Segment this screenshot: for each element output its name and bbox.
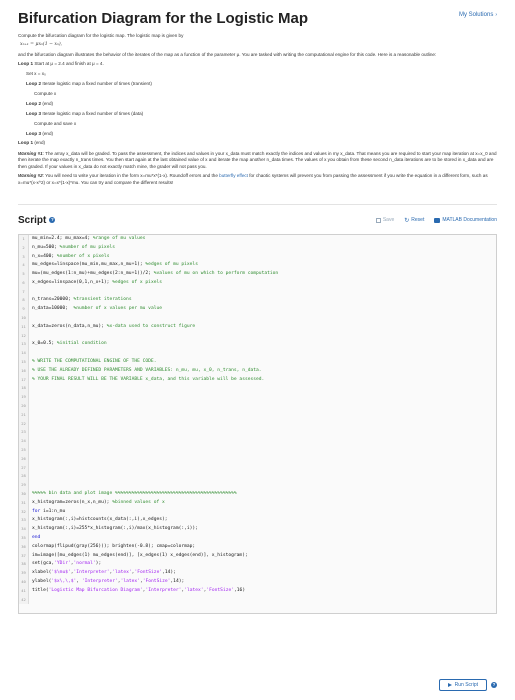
outline-list — [18, 61, 500, 147]
code-text — [29, 376, 264, 385]
code-token: colormap(flipud(gray(256))); brighten(-0.8); cmap=colormap; — [32, 543, 196, 549]
save-label: Save — [382, 217, 395, 224]
code-token: x_edges=linspace(0,1,n_x+1); — [32, 279, 113, 285]
code-token: ); — [95, 561, 102, 567]
line-number: 33 — [19, 516, 29, 525]
code-token: n_data=10000; — [32, 306, 74, 312]
code-text — [29, 253, 109, 262]
code-token: , — [139, 578, 143, 584]
line-number: 14 — [19, 349, 29, 358]
code-line[interactable] — [19, 516, 496, 525]
warning-2-text-a: : You will need to write your iteration in the form x=mu*x*(1-x). Roundoff errors and the — [42, 173, 220, 179]
code-string: 'Interpreter' — [73, 570, 110, 576]
code-line[interactable] — [19, 525, 496, 534]
code-line[interactable] — [19, 261, 496, 270]
code-comment: %transient iterations — [73, 297, 132, 303]
code-text — [29, 516, 168, 525]
code-line[interactable] — [19, 534, 496, 543]
code-token: , — [117, 578, 121, 584]
code-token: x_histogram(:,i)=histcounts(x_data(:,i),x_edges); — [32, 517, 168, 523]
code-token: , — [142, 587, 146, 593]
code-comment: % YOUR FINAL RESULT WILL BE THE VARIABLE x_data, and this variable will be assessed. — [32, 376, 265, 382]
code-comment: %initial condition — [56, 341, 107, 347]
code-string: 'latex' — [120, 578, 140, 584]
code-line[interactable] — [19, 270, 496, 279]
outline-text: Iterate logistic map a fixed number of times (data) — [41, 110, 144, 116]
code-line[interactable] — [19, 428, 496, 437]
code-line[interactable] — [19, 437, 496, 446]
code-token: x_histogram=zeros(n_x,n_mu); — [32, 499, 113, 505]
script-title-label: Script — [18, 214, 47, 226]
outline-text: Compute x — [34, 90, 57, 96]
line-number: 25 — [19, 446, 29, 455]
line-number: 15 — [19, 358, 29, 367]
code-text — [29, 296, 132, 305]
code-text — [29, 402, 32, 411]
line-number: 17 — [19, 376, 29, 385]
script-header — [18, 215, 497, 226]
line-number: 12 — [19, 332, 29, 341]
outline-item — [18, 121, 500, 127]
logistic-equation: xₙ₊₁ = μxₙ(1 − xₙ), — [20, 42, 63, 48]
code-text — [29, 261, 198, 270]
code-text — [29, 349, 32, 358]
code-token: mu_edges=linspace(mu_min,mu_max,n_mu+1); — [32, 262, 146, 268]
code-string: '$\mu$' — [51, 570, 71, 576]
code-comment: %%%%% bin data and plot image %%%%%%%%%%%%%%%%%%%%%%%%%%%%%%%%%%%%%%%%%%%% — [32, 491, 237, 497]
line-number: 40 — [19, 578, 29, 587]
line-number: 18 — [19, 384, 29, 393]
save-button[interactable] — [376, 217, 394, 223]
run-help-icon[interactable]: ? — [492, 682, 496, 687]
description-body: and the bifurcation diagram illustrates the behavior of the iterates of the map as a function of the parameter μ. You are tasked with writing the computational engine for this code. Here is a reasonable outline: — [18, 51, 437, 57]
outline-text: Set x = x₀ — [26, 71, 46, 77]
code-text — [29, 569, 176, 578]
code-line[interactable] — [19, 367, 496, 376]
line-number: 6 — [19, 279, 29, 288]
code-line[interactable] — [19, 578, 496, 587]
line-number: 21 — [19, 411, 29, 420]
line-number: 13 — [19, 340, 29, 349]
butterfly-effect-link[interactable]: butterfly effect — [219, 173, 248, 179]
line-number: 24 — [19, 437, 29, 446]
code-line[interactable] — [19, 490, 496, 499]
outline-text: (end) — [41, 130, 54, 136]
warning-2 — [18, 173, 500, 186]
code-string: '$x\,\,$' — [51, 578, 77, 584]
code-line[interactable] — [19, 358, 496, 367]
code-token: xlabel( — [32, 570, 52, 576]
reset-label: Reset — [411, 217, 425, 224]
line-number: 23 — [19, 428, 29, 437]
code-line[interactable] — [19, 569, 496, 578]
code-comment: %edges of x pixels — [112, 279, 163, 285]
run-row — [439, 679, 497, 691]
script-toolbar — [376, 217, 497, 224]
code-line[interactable] — [19, 464, 496, 473]
outline-item — [18, 111, 500, 117]
code-token: n_mu=500; — [32, 244, 60, 250]
code-text — [29, 270, 278, 279]
code-string: 'Interpreter' — [81, 578, 118, 584]
code-token: , — [181, 587, 185, 593]
code-comment: % WRITE THE COMPUTATIONAL ENGINE OF THE CODE. — [32, 359, 157, 365]
outline-text: Start at μ = 2.4 and finish at μ = 4. — [33, 61, 104, 67]
code-text — [29, 235, 145, 244]
code-token: title( — [32, 587, 49, 593]
code-string: 'latex' — [112, 570, 132, 576]
code-keyword: for — [32, 508, 44, 514]
outline-text: (end) — [33, 140, 46, 146]
code-text — [29, 323, 195, 332]
code-comment: %number of x pixels — [56, 253, 110, 259]
code-text — [29, 288, 32, 297]
code-token: i=1:n_mu — [43, 508, 66, 514]
line-number: 37 — [19, 552, 29, 561]
code-text — [29, 472, 32, 481]
line-number: 10 — [19, 314, 29, 323]
outline-item — [18, 71, 500, 77]
code-line[interactable] — [19, 402, 496, 411]
code-line[interactable] — [19, 508, 496, 517]
code-line[interactable] — [19, 446, 496, 455]
code-string: 'YDir' — [54, 561, 71, 567]
code-text — [29, 314, 32, 323]
line-number: 2 — [19, 244, 29, 253]
outline-loop-label: Loop 3 — [26, 110, 42, 116]
line-number: 28 — [19, 472, 29, 481]
code-text — [29, 244, 115, 253]
line-number: 9 — [19, 305, 29, 314]
line-number: 22 — [19, 420, 29, 429]
code-text — [29, 420, 32, 429]
code-string: 'Logistic Map Bifurcation Diagram' — [48, 587, 143, 593]
code-line[interactable] — [19, 420, 496, 429]
my-solutions-link[interactable] — [459, 12, 497, 18]
line-number: 30 — [19, 490, 29, 499]
intro-text: Compute the bifurcation diagram for the logistic map. The logistic map is given by — [18, 33, 184, 38]
code-line[interactable] — [19, 552, 496, 561]
line-number: 5 — [19, 270, 29, 279]
line-number: 31 — [19, 499, 29, 508]
outline-item — [18, 81, 500, 87]
code-comment: %binned values of x — [112, 499, 165, 505]
code-line[interactable] — [19, 376, 496, 385]
save-icon — [376, 218, 381, 223]
code-comment: %edges of mu pixels — [145, 262, 198, 268]
code-line[interactable] — [19, 323, 496, 332]
documentation-label: MATLAB Documentation — [442, 217, 497, 224]
code-comment: %range of mu values — [92, 235, 146, 241]
code-text — [29, 587, 245, 596]
code-text — [29, 305, 162, 314]
code-area[interactable] — [19, 235, 496, 613]
code-text — [29, 481, 32, 490]
code-line[interactable] — [19, 481, 496, 490]
problem-description — [18, 33, 500, 186]
code-token: , — [109, 570, 113, 576]
code-text — [29, 340, 107, 349]
code-line[interactable] — [19, 596, 496, 605]
code-token: , — [131, 570, 135, 576]
warning-1 — [18, 151, 500, 170]
code-text — [29, 411, 32, 420]
outline-loop-label: Loop 1 — [18, 61, 34, 67]
code-token: ,16) — [234, 587, 246, 593]
line-number: 29 — [19, 481, 29, 490]
code-text — [29, 499, 165, 508]
code-line[interactable] — [19, 393, 496, 402]
page-title: Bifurcation Diagram for the Logistic Map — [18, 10, 309, 27]
code-line[interactable] — [19, 332, 496, 341]
code-text — [29, 455, 32, 464]
section-divider — [18, 204, 497, 205]
outline-item — [18, 131, 500, 137]
code-line[interactable] — [19, 279, 496, 288]
code-token: n_trans=20000; — [32, 297, 74, 303]
code-text — [29, 525, 198, 534]
outline-text: (end) — [41, 100, 54, 106]
line-number: 4 — [19, 261, 29, 270]
code-line[interactable] — [19, 455, 496, 464]
code-comment: %number of mu pixels — [59, 244, 115, 250]
code-text — [29, 552, 248, 561]
reset-button[interactable] — [404, 217, 424, 224]
code-line[interactable] — [19, 384, 496, 393]
code-text — [29, 446, 32, 455]
outline-item — [18, 61, 500, 67]
code-line[interactable] — [19, 244, 496, 253]
code-token: , — [70, 570, 74, 576]
line-number: 8 — [19, 296, 29, 305]
code-token: im=image([mu_edges(1) mu_edges(end)], [x_edges(1) x_edges(end)], x_histogram); — [32, 552, 248, 558]
code-comment: %x-data used to construct figure — [106, 323, 196, 329]
code-line[interactable] — [19, 411, 496, 420]
line-number: 39 — [19, 569, 29, 578]
code-token: , — [70, 561, 74, 567]
matlab-documentation-link[interactable] — [434, 217, 497, 223]
line-number: 27 — [19, 464, 29, 473]
code-text — [29, 332, 32, 341]
code-token: x_histogram(:,i)=255*x_histogram(:,i)/max(x_histogram(:,i)); — [32, 526, 198, 532]
code-text — [29, 428, 32, 437]
code-keyword: end — [32, 535, 41, 540]
line-number: 42 — [19, 596, 29, 605]
code-token: , — [203, 587, 207, 593]
code-comment: %number of x values per mu value — [73, 306, 163, 312]
code-line[interactable] — [19, 253, 496, 262]
code-string: 'Interpreter' — [145, 587, 182, 593]
code-token: x_data=zeros(n_data,n_mu); — [32, 323, 107, 329]
code-line[interactable] — [19, 543, 496, 552]
code-text — [29, 508, 65, 517]
line-number: 19 — [19, 393, 29, 402]
line-number: 16 — [19, 367, 29, 376]
code-comment: % USE THE ALREADY DEFINED PARAMETERS AND VARIABLES: n_mu, mu, x_0, n_trans, n_data. — [32, 367, 262, 373]
code-token: x_0=0.5; — [32, 341, 57, 347]
code-token: , — [76, 578, 82, 584]
code-text — [29, 384, 32, 393]
code-line[interactable] — [19, 560, 496, 569]
play-icon — [448, 683, 452, 687]
code-text — [29, 437, 32, 446]
code-text — [29, 490, 237, 499]
code-text — [29, 464, 32, 473]
code-string: 'FontSize' — [206, 587, 235, 593]
code-line[interactable] — [19, 288, 496, 297]
code-line[interactable] — [19, 305, 496, 314]
line-number: 38 — [19, 560, 29, 569]
chevron-right-icon: › — [495, 12, 497, 18]
outline-item — [18, 101, 500, 107]
line-number: 3 — [19, 253, 29, 262]
reset-icon: ↻ — [404, 217, 410, 224]
code-text — [29, 543, 195, 552]
outline-text: Iterate logistic map a fixed number of times (transient) — [41, 81, 152, 87]
warning-2-label: Warning #2 — [18, 173, 43, 179]
line-number: 7 — [19, 288, 29, 297]
warning-2-text-b: for chaotic systems will prevent you from passing the assessment if you write the equation in a different form, such as x=mu*(x-x^2) or x=x*(1-x)*mu. You can try and compare the different results! — [18, 173, 488, 185]
warning-1-text: : The array x_data will be graded. To pass the assessment, the indices and values in your x_data must match exactly the indices and values in my x_data. That means you are required to start your map iteration at x=x_0 and then iterate the map exactly n_trans times. You then start again at the last obtained value of x and iterate the map another n_data times. The values of x you obtain from these second n_data iterations are to be stored in x_data and are then graded. If your values in x_data do not exactly match mine, the grader will not pass you. — [18, 150, 497, 169]
code-token: ,14); — [170, 578, 185, 584]
code-string: 'FontSize' — [134, 570, 163, 576]
code-line[interactable] — [19, 349, 496, 358]
line-number: 1 — [19, 235, 29, 244]
code-line[interactable] — [19, 340, 496, 349]
code-line[interactable] — [19, 587, 496, 596]
outline-loop-label: Loop 2 — [26, 100, 42, 106]
my-solutions-label: My Solutions — [458, 12, 494, 18]
code-string: 'latex' — [184, 587, 204, 593]
warning-1-label: Warning #1 — [18, 150, 43, 156]
code-token: n_x=400; — [32, 253, 57, 259]
code-line[interactable] — [19, 499, 496, 508]
code-text — [29, 560, 101, 569]
outline-item — [18, 91, 500, 97]
line-number: 11 — [19, 323, 29, 332]
line-number: 36 — [19, 543, 29, 552]
code-token: set(gca, — [32, 561, 55, 567]
code-token: mu=(mu_edges(1:n_mu)+mu_edges(2:n_mu+1))/2; — [32, 271, 154, 277]
code-string: 'normal' — [73, 561, 96, 567]
line-number: 26 — [19, 455, 29, 464]
line-number: 34 — [19, 525, 29, 534]
code-editor[interactable] — [18, 234, 497, 614]
code-line[interactable] — [19, 235, 496, 244]
outline-loop-label: Loop 3 — [26, 130, 42, 136]
line-number: 20 — [19, 402, 29, 411]
outline-loop-label: Loop 1 — [18, 140, 34, 146]
code-text — [29, 596, 32, 605]
script-title — [18, 215, 55, 226]
code-line[interactable] — [19, 472, 496, 481]
code-token: ylabel( — [32, 578, 52, 584]
code-comment: %values of mu on which to perform computation — [153, 271, 279, 277]
outline-text: Compute and save x — [34, 120, 77, 126]
code-line[interactable] — [19, 296, 496, 305]
code-text — [29, 367, 262, 376]
outline-item — [18, 140, 500, 146]
run-script-label: Run Script — [454, 682, 478, 688]
line-number: 41 — [19, 587, 29, 596]
run-script-button[interactable] — [439, 679, 487, 691]
code-text — [29, 534, 40, 543]
code-token: mu_min=2.4; mu_max=4; — [32, 235, 93, 241]
code-token: ,14); — [162, 570, 176, 576]
code-line[interactable] — [19, 314, 496, 323]
line-number: 35 — [19, 534, 29, 543]
line-number: 32 — [19, 508, 29, 517]
code-string: 'FontSize' — [142, 578, 171, 584]
code-text — [29, 358, 156, 367]
outline-loop-label: Loop 2 — [26, 81, 42, 87]
documentation-icon — [434, 218, 440, 223]
code-text — [29, 393, 32, 402]
code-text — [29, 279, 162, 288]
code-text — [29, 578, 184, 587]
help-icon[interactable]: ? — [50, 217, 54, 223]
